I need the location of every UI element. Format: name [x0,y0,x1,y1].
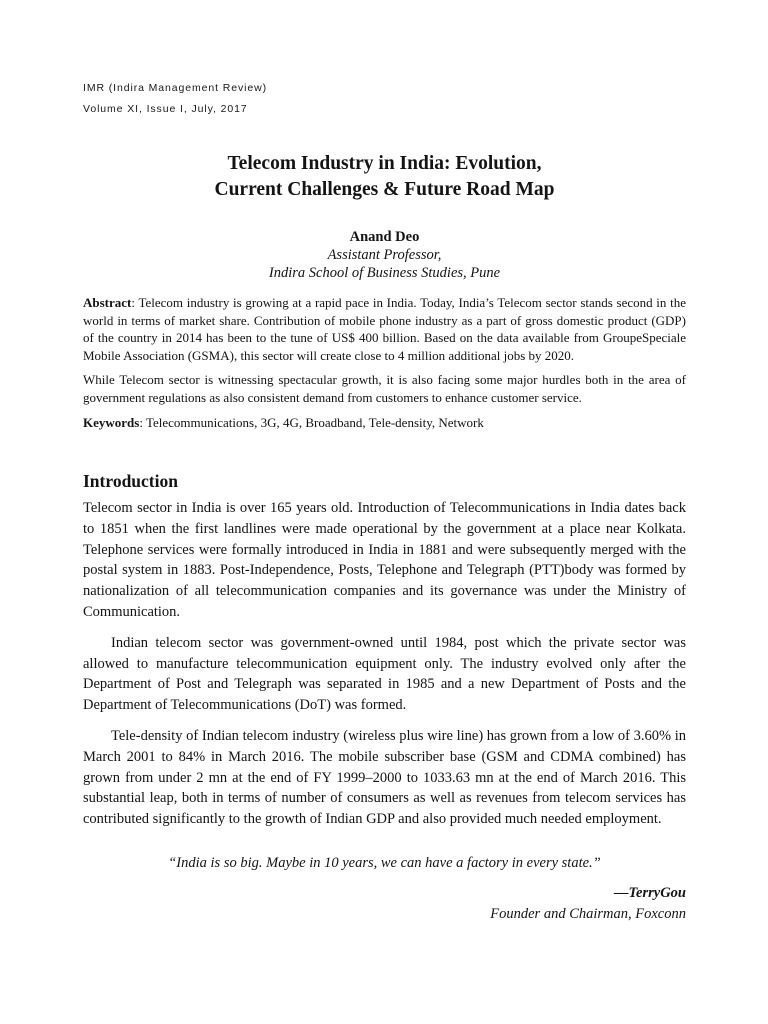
keywords-label: Keywords [83,414,140,430]
author-position: Assistant Professor, [327,247,442,263]
introduction-paragraph: Telecom sector in India is over 165 years old. Introduction of Telecommunications in India dates back to 1851 when the first landlines were made operational by the government at a place near Kolkata. Telephone services were formally introduced in India in 1881 and were subsequently merged with the postal system in 1883. Post-Independence, Posts, Telephone and Telegraph (PTT)body was formed by nationalization of all telecommunication companies and its governance was under the Ministry of Communication. [83,500,686,620]
epigraph-quote: “India is so big. Maybe in 10 years, we can have a factory in every state.” [168,855,601,871]
keywords-paragraph [83,414,686,432]
introduction-body [83,498,686,830]
paper-title-line-2: Current Challenges & Future Road Map [214,179,555,200]
abstract-paragraph-2: While Telecom sector is witnessing spectacular growth, it is also facing some major hurdles both in the area of government regulations as also consistent demand from customers to enhance customer service. [83,372,686,405]
journal-name: IMR (Indira Management Review) [83,82,267,94]
quote-author-role: Founder and Chairman, Foxconn [490,906,686,922]
author-name: Anand Deo [349,229,420,245]
author-block [83,228,686,282]
paper-title-line-1: Telecom Industry in India: Evolution, [227,153,542,174]
abstract-text: : Telecom industry is growing at a rapid pace in India. Today, India’s Telecom sector stands second in the world in terms of market share. Contribution of mobile phone industry as a part of gross domestic product (GDP) of the country in 2014 has been to the tune of US$ 400 billion. Based on the data available from GroupeSpeciale Mobile Association (GSMA), this sector will create close to 4 million additional jobs by 2020. [83,295,686,363]
introduction-heading: Introduction [83,471,178,491]
abstract-label: Abstract [83,295,132,310]
author-affiliation: Indira School of Business Studies, Pune [268,265,501,281]
introduction-paragraph: Tele-density of Indian telecom industry (wireless plus wire line) has grown from a low of 3.60% in March 2001 to 84% in March 2016. The mobile subscriber base (GSM and CDMA combined) has grown from under 2 mn at the end of FY 1999–2000 to 1033.63 mn at the end of March 2016. This substantial leap, both in terms of number of consumers as well as revenues from telecom services has contributed significantly to the growth of Indian GDP and also provided much needed employment. [83,727,686,828]
journal-issue: Volume XI, Issue I, July, 2017 [83,103,248,115]
introduction-paragraph: Indian telecom sector was government-owned until 1984, post which the private sector was allowed to manufacture telecommunication equipment only. The industry evolved only after the Department of Post and Telegraph was separated in 1985 and a new Department of Posts and the Department of Telecommunications (DoT) was formed. [83,634,686,714]
quote-author: —TerryGou [614,885,686,901]
paper-title [83,151,686,203]
abstract-section [83,294,686,431]
abstract-paragraph [83,294,686,364]
quote-attribution [83,883,686,925]
keywords-text: : Telecommunications, 3G, 4G, Broadband, Tele-density, Network [139,414,484,430]
journal-header [83,78,267,120]
